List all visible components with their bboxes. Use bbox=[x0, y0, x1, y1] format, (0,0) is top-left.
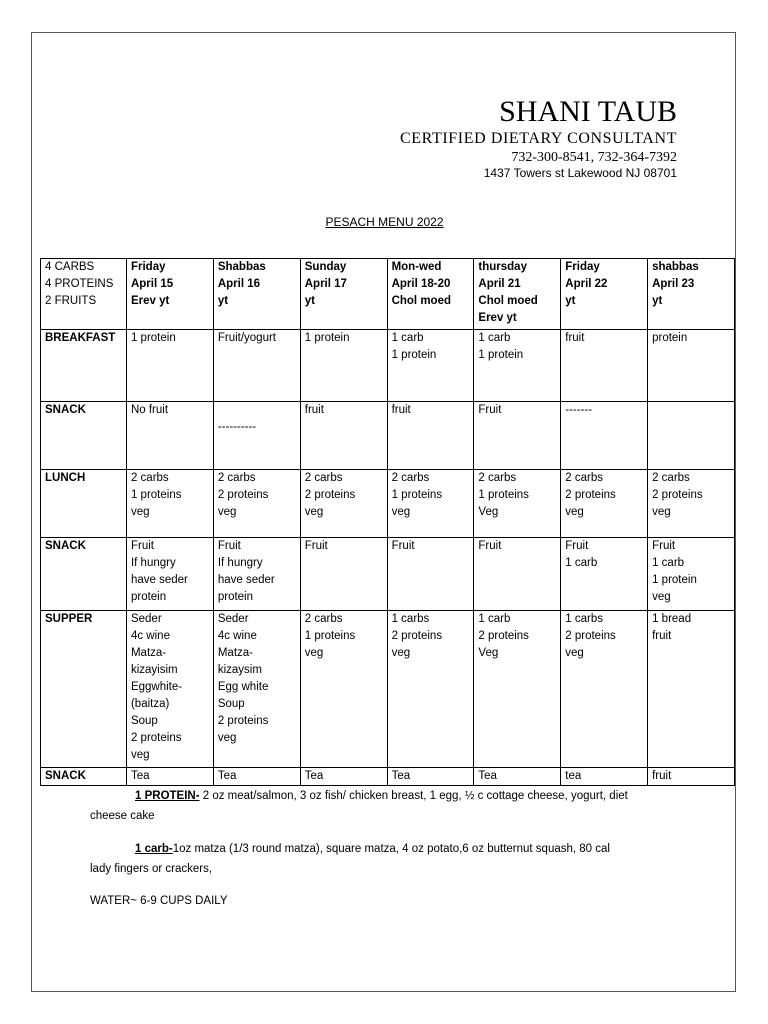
table-cell: 2 carbs 2 proteins veg bbox=[300, 470, 387, 538]
table-row bbox=[41, 768, 735, 786]
table-cell: 1 protein bbox=[300, 330, 387, 402]
day-header: thursday April 21 Chol moed Erev yt bbox=[474, 259, 561, 330]
table-cell: 2 carbs 1 proteins veg bbox=[387, 470, 474, 538]
document-page bbox=[31, 32, 736, 992]
table-cell: No fruit bbox=[126, 402, 213, 470]
table-cell: 1 carbs 2 proteins veg bbox=[387, 611, 474, 768]
table-row bbox=[41, 611, 735, 768]
meal-label: BREAKFAST bbox=[41, 330, 127, 402]
carb-label: 1 carb- bbox=[135, 843, 173, 855]
table-cell bbox=[648, 402, 735, 470]
table-cell: Fruit/yogurt bbox=[213, 330, 300, 402]
menu-table bbox=[40, 258, 735, 786]
table-cell: fruit bbox=[648, 768, 735, 786]
meal-label: SNACK bbox=[41, 768, 127, 786]
table-cell: 1 carb 2 proteins Veg bbox=[474, 611, 561, 768]
table-cell: 1 protein bbox=[126, 330, 213, 402]
day-header: Friday April 15 Erev yt bbox=[126, 259, 213, 330]
table-cell: 2 carbs 2 proteins veg bbox=[561, 470, 648, 538]
table-header-row bbox=[41, 259, 735, 330]
meal-label: SUPPER bbox=[41, 611, 127, 768]
table-cell: 1 carbs 2 proteins veg bbox=[561, 611, 648, 768]
table-cell: Fruit bbox=[474, 538, 561, 611]
table-row bbox=[41, 470, 735, 538]
meal-label: LUNCH bbox=[41, 470, 127, 538]
table-cell: 2 carbs 1 proteins veg bbox=[126, 470, 213, 538]
consultant-title: CERTIFIED DIETARY CONSULTANT bbox=[400, 130, 677, 147]
carb-text: 1oz matza (1/3 round matza), square matza, 4 oz potato,6 oz butternut squash, 80 cal bbox=[172, 843, 610, 855]
table-cell: Fruit If hungry have seder protein bbox=[126, 538, 213, 611]
table-cell: Fruit bbox=[387, 538, 474, 611]
carb-note bbox=[90, 839, 690, 879]
table-cell: 2 carbs 2 proteins veg bbox=[213, 470, 300, 538]
table-cell: 1 bread fruit bbox=[648, 611, 735, 768]
day-header: Shabbas April 16 yt bbox=[213, 259, 300, 330]
table-cell: Fruit bbox=[474, 402, 561, 470]
table-row bbox=[41, 402, 735, 470]
table-cell: protein bbox=[648, 330, 735, 402]
day-header: Sunday April 17 yt bbox=[300, 259, 387, 330]
day-header: shabbas April 23 yt bbox=[648, 259, 735, 330]
protein-text: 2 oz meat/salmon, 3 oz fish/ chicken breast, 1 egg, ½ c cottage cheese, yogurt, diet bbox=[199, 790, 628, 802]
menu-title: PESACH MENU 2022 bbox=[325, 215, 444, 229]
table-cell: ------- bbox=[561, 402, 648, 470]
table-cell: ---------- bbox=[213, 402, 300, 470]
table-cell: Fruit 1 carb 1 protein veg bbox=[648, 538, 735, 611]
phone-numbers: 732-300-8541, 732-364-7392 bbox=[511, 150, 677, 165]
table-cell: Tea bbox=[474, 768, 561, 786]
consultant-name: SHANI TAUB bbox=[499, 95, 677, 128]
table-cell: fruit bbox=[300, 402, 387, 470]
meal-label: SNACK bbox=[41, 538, 127, 611]
protein-note bbox=[90, 786, 690, 826]
table-cell: fruit bbox=[387, 402, 474, 470]
table-cell: 2 carbs 1 proteins veg bbox=[300, 611, 387, 768]
table-row bbox=[41, 538, 735, 611]
table-row bbox=[41, 330, 735, 402]
table-cell: Seder 4c wine Matza- kizaysim Egg white Soup 2 proteins veg bbox=[213, 611, 300, 768]
carb-note-cont: lady fingers or crackers, bbox=[90, 863, 213, 875]
day-header: Mon-wed April 18-20 Chol moed bbox=[387, 259, 474, 330]
table-cell: tea bbox=[561, 768, 648, 786]
meal-label: SNACK bbox=[41, 402, 127, 470]
table-cell: 2 carbs 1 proteins Veg bbox=[474, 470, 561, 538]
table-cell: 2 carbs 2 proteins veg bbox=[648, 470, 735, 538]
protein-note-cont: cheese cake bbox=[90, 810, 155, 822]
table-cell: 1 carb 1 protein bbox=[474, 330, 561, 402]
summary-cell: 4 CARBS 4 PROTEINS 2 FRUITS bbox=[41, 259, 127, 330]
table-cell: Tea bbox=[300, 768, 387, 786]
address: 1437 Towers st Lakewood NJ 08701 bbox=[483, 166, 677, 180]
table-cell: Tea bbox=[126, 768, 213, 786]
day-header: Friday April 22 yt bbox=[561, 259, 648, 330]
table-cell: Tea bbox=[213, 768, 300, 786]
carb-note-line bbox=[90, 839, 690, 859]
table-cell: Seder 4c wine Matza- kizayisim Eggwhite- (baitza) Soup 2 proteins veg bbox=[126, 611, 213, 768]
table-cell: Fruit bbox=[300, 538, 387, 611]
protein-label: 1 PROTEIN- bbox=[135, 790, 200, 802]
protein-note-line bbox=[90, 786, 690, 806]
table-cell: 1 carb 1 protein bbox=[387, 330, 474, 402]
water-note: WATER~ 6-9 CUPS DAILY bbox=[90, 895, 228, 907]
table-cell: Fruit 1 carb bbox=[561, 538, 648, 611]
table-cell: Fruit If hungry have seder protein bbox=[213, 538, 300, 611]
table-cell: fruit bbox=[561, 330, 648, 402]
table-cell: Tea bbox=[387, 768, 474, 786]
